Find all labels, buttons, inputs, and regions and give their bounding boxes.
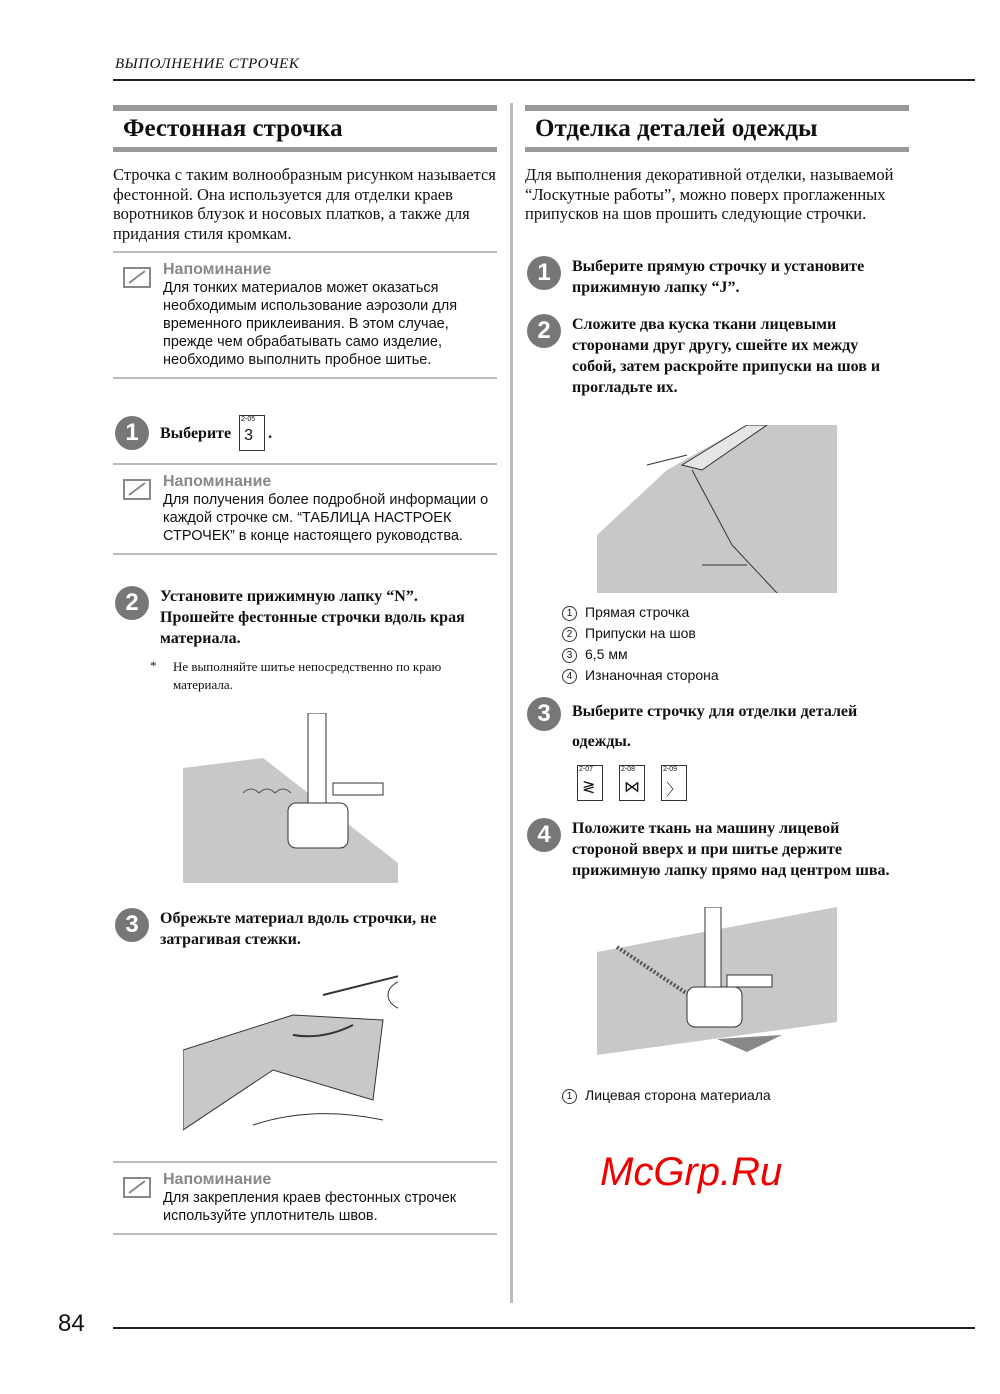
step-number: 1 [527,256,561,290]
stitch-code: 2-05 [241,416,256,423]
watermark: McGrp.Ru [600,1150,783,1194]
section-title: Фестонная строчка [123,115,343,142]
legend-item [562,644,719,665]
step-text: Установите прижимную лапку “N”. Прошейте фестонные строчки вдоль края материала. [160,588,465,647]
legend-item [562,623,719,644]
legend-number: 1 [562,1089,577,1104]
illustration-legend [562,1085,771,1106]
memo-icon [123,265,153,289]
stitch-icon: 2-08 ⋈ [619,765,645,801]
step-3 [115,908,495,950]
memo-title: Напоминание [163,261,272,278]
memo-text: Для закрепления краев фестонных строчек используйте уплотнитель швов. [163,1190,457,1224]
memo-box [113,463,497,555]
memo-title: Напоминание [163,1171,272,1188]
step-number: 3 [527,697,561,731]
stitch-icon: 2-09 〉 [661,765,687,801]
stitch-code: 2-07 [579,766,594,773]
column-divider [510,103,513,1303]
step-number: 1 [115,416,149,450]
stitch-code: 2-09 [663,766,678,773]
legend-label: Лицевая сторона материала [585,1087,771,1103]
legend-label: Припуски на шов [585,625,696,641]
sewing-machine-illustration [597,907,837,1055]
memo-icon [123,477,153,501]
step-text: Выберите прямую строчку и установите прижимную лапку “J”. [572,258,865,296]
legend-label: Прямая строчка [585,604,690,620]
stitch-options [577,765,699,801]
memo-text: Для тонких материалов может оказаться необходимым использование аэрозоли для временного приклеивания. В этом случае, прежде чем обрабатывать само изделие, необходимо выполнить пробное шитье. [163,280,458,368]
step-number: 2 [527,314,561,348]
section-heading-scallop [113,105,497,152]
memo-text: Для получения более подробной информации о каждой строчке см. “ТАБЛИЦА НАСТРОЕК СТРОЧЕК” в конце настоящего руководства. [163,492,489,544]
memo-icon [123,1175,153,1199]
legend-item [562,1085,771,1106]
step-text: Сложите два куска ткани лицевыми сторонами друг другу, сшейте их между собой, затем раскройте припуски на шов и прогладьте их. [572,316,881,396]
step-text: Выберите строчку для отделки деталей одежды. [572,703,858,750]
legend-item [562,602,719,623]
step-2 [115,586,495,649]
running-header: ВЫПОЛНЕНИЕ СТРОЧЕК [115,56,300,72]
header-rule [113,79,975,81]
note-mark: * [150,658,157,673]
step-suffix: . [268,424,273,442]
stitch-code: 2-08 [621,766,636,773]
step-3 [527,697,902,757]
memo-box [113,1161,497,1235]
intro-text: Строчка с таким волнообразным рисунком называется фестонной. Она используется для отделки краев воротников блузок и носовых платков, а также для придания стиля кромкам. [113,165,496,243]
legend-number: 1 [562,606,577,621]
memo-title: Напоминание [163,473,272,490]
step-number: 4 [527,818,561,852]
stitch-icon: 2-05 3 [239,415,265,451]
intro-text: Для выполнения декоративной отделки, называемой “Лоскутные работы”, можно поверх проглаженных припусков на шов прошить следующие строчки. [525,165,894,223]
diagram-legend [562,602,719,686]
step-text: Выберите [160,424,232,442]
memo-box [113,251,497,379]
step-number: 3 [115,908,149,942]
stitch-icon: 2-07 ≷ [577,765,603,801]
section-title: Отделка деталей одежды [535,115,818,142]
step-number: 2 [115,586,149,620]
step-2 [527,314,902,398]
note-text: Не выполняйте шитье непосредственно по краю материала. [173,659,442,692]
legend-number: 4 [562,669,577,684]
step-4 [527,818,902,881]
seam-allowance-diagram [597,425,837,593]
legend-label: Изнаночная сторона [585,667,719,683]
step-text: Положите ткань на машину лицевой стороной вверх и при шитье держите прижимную лапку прямо над центром шва. [572,820,890,879]
step-1 [527,256,902,298]
legend-label: 6,5 мм [585,646,628,662]
legend-item [562,665,719,686]
legend-number: 2 [562,627,577,642]
footer-rule [113,1327,975,1329]
section-heading-garment [525,105,909,152]
sewing-foot-illustration [183,713,398,883]
legend-number: 3 [562,648,577,663]
step-1 [115,415,495,451]
page-number: 84 [58,1310,85,1337]
step-text: Обрежьте материал вдоль строчки, не затрагивая стежки. [160,910,437,948]
trimming-illustration [183,975,398,1145]
